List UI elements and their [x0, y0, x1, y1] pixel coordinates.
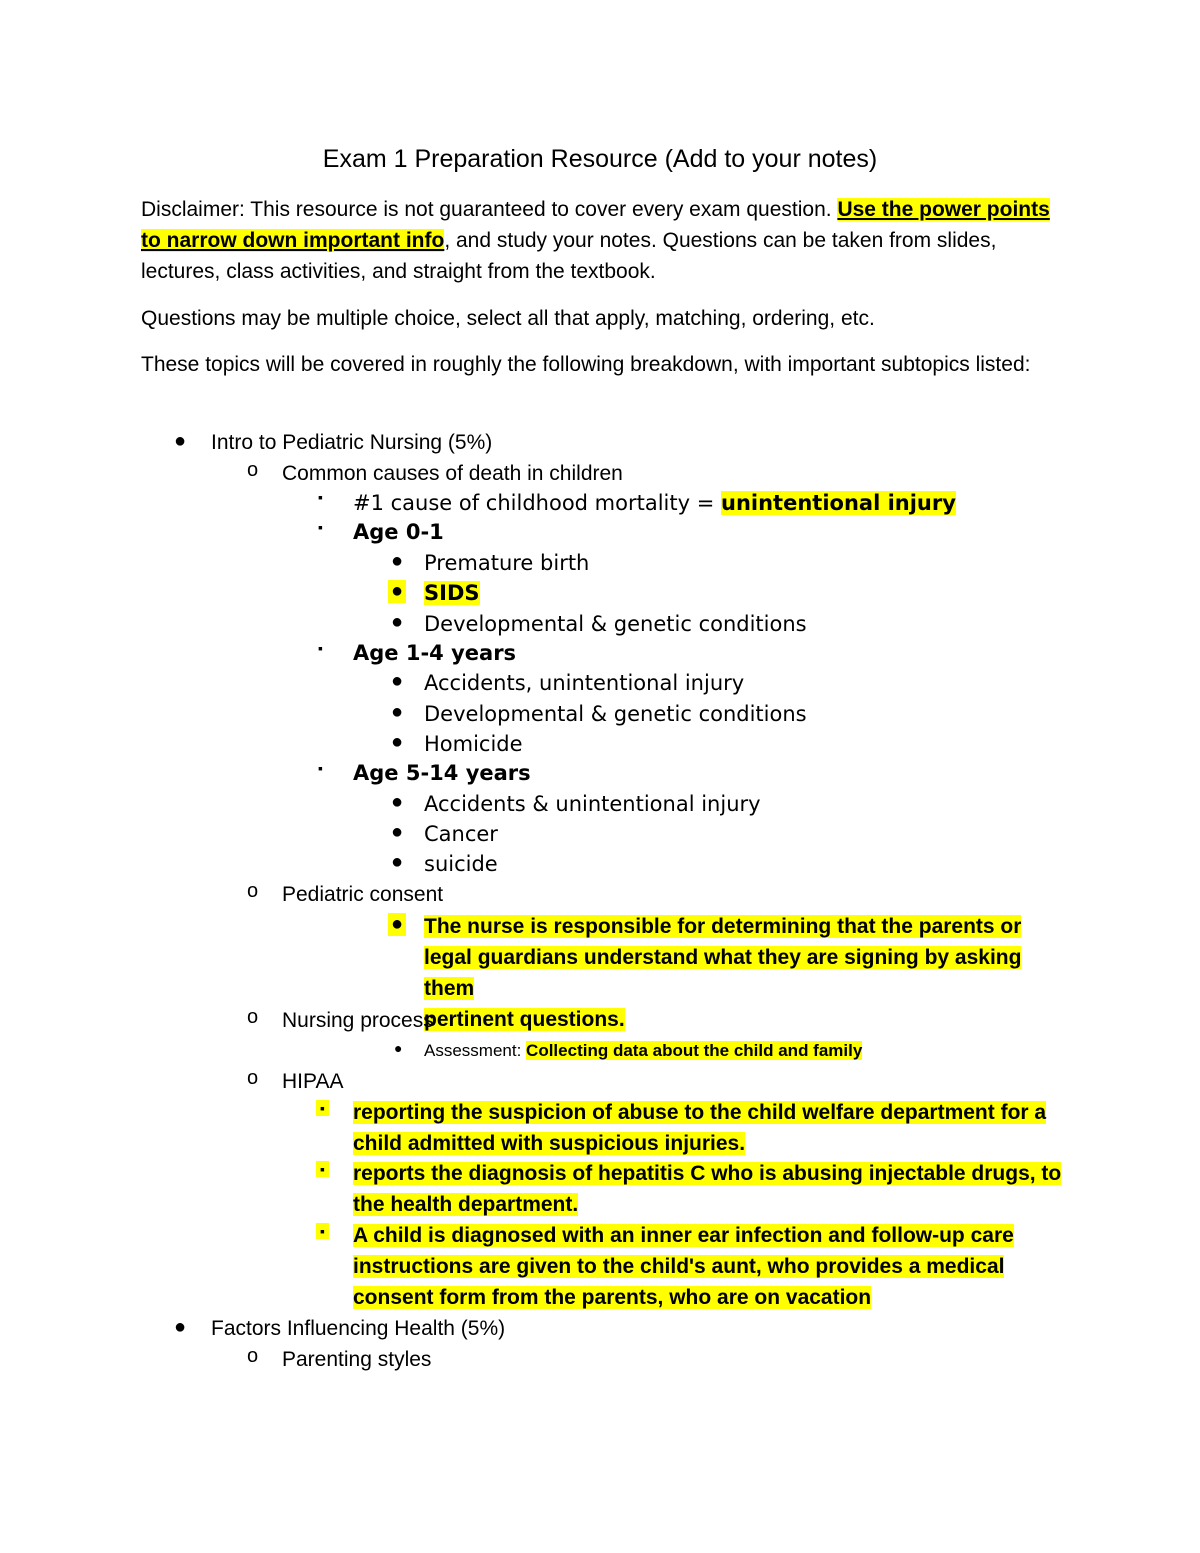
cause-number-one-text: #1 cause of childhood mortality =	[353, 491, 721, 515]
disclaimer-paragraph	[141, 194, 1061, 287]
hipaa-item-1	[353, 1097, 1073, 1159]
square-bullet-icon: ▪	[318, 760, 323, 776]
page-title: Exam 1 Preparation Resource (Add to your notes)	[322, 145, 878, 173]
disc-bullet-icon: ●	[388, 580, 406, 603]
age-0-1-heading: Age 0-1	[353, 520, 444, 544]
topic-factors-influencing-health: Factors Influencing Health (5%)	[211, 1317, 506, 1340]
list-item: Developmental & genetic conditions	[424, 612, 807, 636]
disc-bullet-icon: ●	[388, 913, 406, 936]
disc-bullet-icon: ●	[174, 1316, 187, 1338]
hipaa-line: the health department.	[353, 1193, 579, 1216]
disc-bullet-icon: ●	[391, 731, 404, 753]
hipaa-item-2	[353, 1158, 1073, 1220]
list-item: Homicide	[424, 732, 523, 756]
intro-paragraph: These topics will be covered in roughly the following breakdown, with important subtopics listed:	[141, 353, 1031, 376]
cause-number-one-highlight: unintentional injury	[721, 491, 956, 515]
consent-line: legal guardians understand what they are signing by asking them	[424, 946, 1022, 1000]
consent-line: The nurse is responsible for determining that the parents or	[424, 915, 1022, 938]
circle-bullet-icon: o	[247, 1345, 259, 1367]
subtopic-nursing-process: Nursing process	[282, 1009, 434, 1032]
list-item: Developmental & genetic conditions	[424, 702, 807, 726]
list-item: Accidents & unintentional injury	[424, 792, 761, 816]
age-1-4-heading: Age 1-4 years	[353, 641, 517, 665]
disc-bullet-icon: ●	[391, 611, 404, 633]
topic-intro-pediatric-nursing: Intro to Pediatric Nursing (5%)	[211, 431, 493, 454]
assessment-label: Assessment:	[424, 1041, 527, 1060]
list-item	[424, 578, 480, 608]
age-5-14-heading: Age 5-14 years	[353, 761, 531, 785]
square-bullet-icon: ▪	[318, 519, 323, 535]
square-bullet-icon: ▪	[318, 640, 323, 656]
assessment-item	[424, 1036, 862, 1066]
disc-bullet-icon: ●	[391, 821, 404, 843]
list-item: suicide	[424, 852, 498, 876]
hipaa-line: reporting the suspicion of abuse to the child welfare department for a	[353, 1101, 1047, 1124]
disclaimer-highlight: Use the power points to narrow down important info	[141, 198, 1050, 252]
assessment-highlight: Collecting data about the child and family	[526, 1041, 863, 1060]
hipaa-line: instructions are given to the child's aunt, who provides a medical	[353, 1255, 1005, 1278]
disc-bullet-icon: ●	[391, 851, 404, 873]
circle-bullet-icon: o	[247, 880, 259, 902]
disc-bullet-icon: ●	[174, 430, 187, 452]
disc-bullet-icon: ●	[391, 791, 404, 813]
square-bullet-icon: ▪	[318, 489, 323, 505]
hipaa-line: consent form from the parents, who are on vacation	[353, 1286, 872, 1309]
disc-bullet-icon: ●	[394, 1040, 403, 1056]
hipaa-line: child admitted with suspicious injuries.	[353, 1132, 746, 1155]
consent-line: pertinent questions.	[424, 1008, 625, 1031]
list-item: Accidents, unintentional injury	[424, 671, 745, 695]
list-item: Premature birth	[424, 551, 590, 575]
circle-bullet-icon: o	[247, 459, 259, 481]
hipaa-line: A child is diagnosed with an inner ear infection and follow-up care	[353, 1224, 1014, 1247]
disc-bullet-icon: ●	[391, 670, 404, 692]
subtopic-hipaa: HIPAA	[282, 1070, 344, 1093]
hipaa-line: reports the diagnosis of hepatitis C who is abusing injectable drugs, to	[353, 1162, 1062, 1185]
disc-bullet-icon: ●	[391, 550, 404, 572]
disc-bullet-icon: ●	[391, 701, 404, 723]
subtopic-causes-of-death: Common causes of death in children	[282, 462, 623, 485]
cause-number-one	[353, 488, 956, 518]
consent-item	[424, 911, 1064, 1035]
square-bullet-icon: ▪	[316, 1223, 329, 1239]
circle-bullet-icon: o	[247, 1006, 259, 1028]
sids-highlight: SIDS	[424, 581, 480, 605]
subtopic-pediatric-consent: Pediatric consent	[282, 883, 444, 906]
disclaimer-text: Disclaimer: This resource is not guaranteed to cover every exam question.	[141, 198, 838, 221]
hipaa-item-3	[353, 1220, 1073, 1313]
list-item: Cancer	[424, 822, 498, 846]
disclaimer-rest: , and study your notes. Questions can be taken from slides, lectures, class activities, and straight from the textbook.	[141, 229, 997, 283]
question-types-paragraph: Questions may be multiple choice, select all that apply, matching, ordering, etc.	[141, 307, 875, 330]
circle-bullet-icon: o	[247, 1067, 259, 1089]
square-bullet-icon: ▪	[316, 1100, 329, 1116]
subtopic-parenting-styles: Parenting styles	[282, 1348, 432, 1371]
square-bullet-icon: ▪	[316, 1161, 329, 1177]
